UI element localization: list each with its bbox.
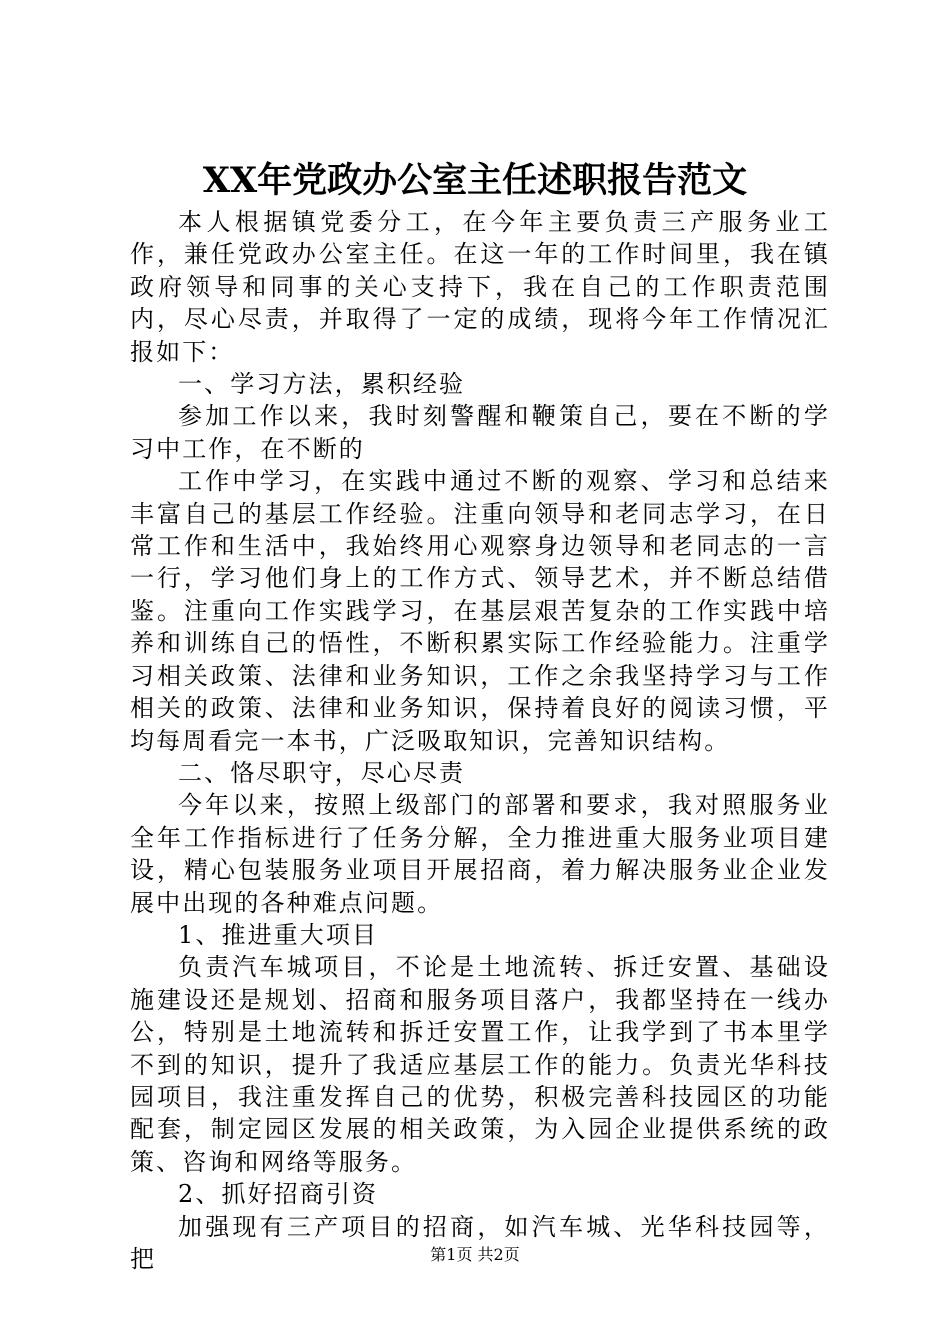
document-body: [130, 206, 830, 1275]
paragraph-major-projects: 负责汽车城项目，不论是土地流转、拆迁安置、基础设施建设还是规划、招商和服务项目落户，我都坚持在一线办公，特别是土地流转和拆迁安置工作，让我学到了书本里学不到的知识，提升了我适应基层工作的能力。负责光华科技园项目，我注重发挥自己的优势，积极完善科技园区的功能配套，制定园区发展的相关政策，为入园企业提供系统的政策、咨询和网络等服务。: [130, 953, 830, 1176]
section-heading-study: 一、学习方法，累积经验: [178, 370, 466, 399]
subheading-major-projects: 1、推进重大项目: [178, 920, 379, 949]
paragraph-intro: 本人根据镇党委分工，在今年主要负责三产服务业工作，兼任党政办公室主任。在这一年的工作时间里，我在镇政府领导和同事的关心支持下，我在自己的工作职责范围内，尽心尽责，并取得了一定的成绩，现将今年工作情况汇报如下：: [130, 208, 830, 366]
paragraph-study-1: 参加工作以来，我时刻警醒和鞭策自己，要在不断的学习中工作，在不断的: [130, 402, 830, 463]
section-heading-duty: 二、恪尽职守，尽心尽责: [178, 758, 466, 787]
paragraph-study-2: 工作中学习，在实践中通过不断的观察、学习和总结来丰富自己的基层工作经验。注重向领导和老同志学习，在日常工作和生活中，我始终用心观察身边领导和老同志的一言一行，学习他们身上的工作方式、领导艺术，并不断总结借鉴。注重向工作实践学习，在基层艰苦复杂的工作实践中培养和训练自己的悟性，不断积累实际工作经验能力。注重学习相关政策、法律和业务知识，工作之余我坚持学习与工作相关的政策、法律和业务知识，保持着良好的阅读习惯，平均每周看完一本书，广泛吸取知识，完善知识结构。: [130, 467, 830, 755]
paragraph-investment: 加强现有三产项目的招商，如汽车城、光华科技园等，把: [130, 1212, 830, 1273]
page-footer: 第1页 共2页: [430, 1245, 520, 1264]
subheading-investment: 2、抓好招商引资: [178, 1180, 379, 1209]
document-title: XX年党政办公室主任述职报告范文: [202, 160, 748, 201]
paragraph-duty: 今年以来，按照上级部门的部署和要求，我对照服务业全年工作指标进行了任务分解，全力推进重大服务业项目建设，精心包装服务业项目开展招商，着力解决服务业企业发展中出现的各种难点问题。: [130, 791, 830, 917]
